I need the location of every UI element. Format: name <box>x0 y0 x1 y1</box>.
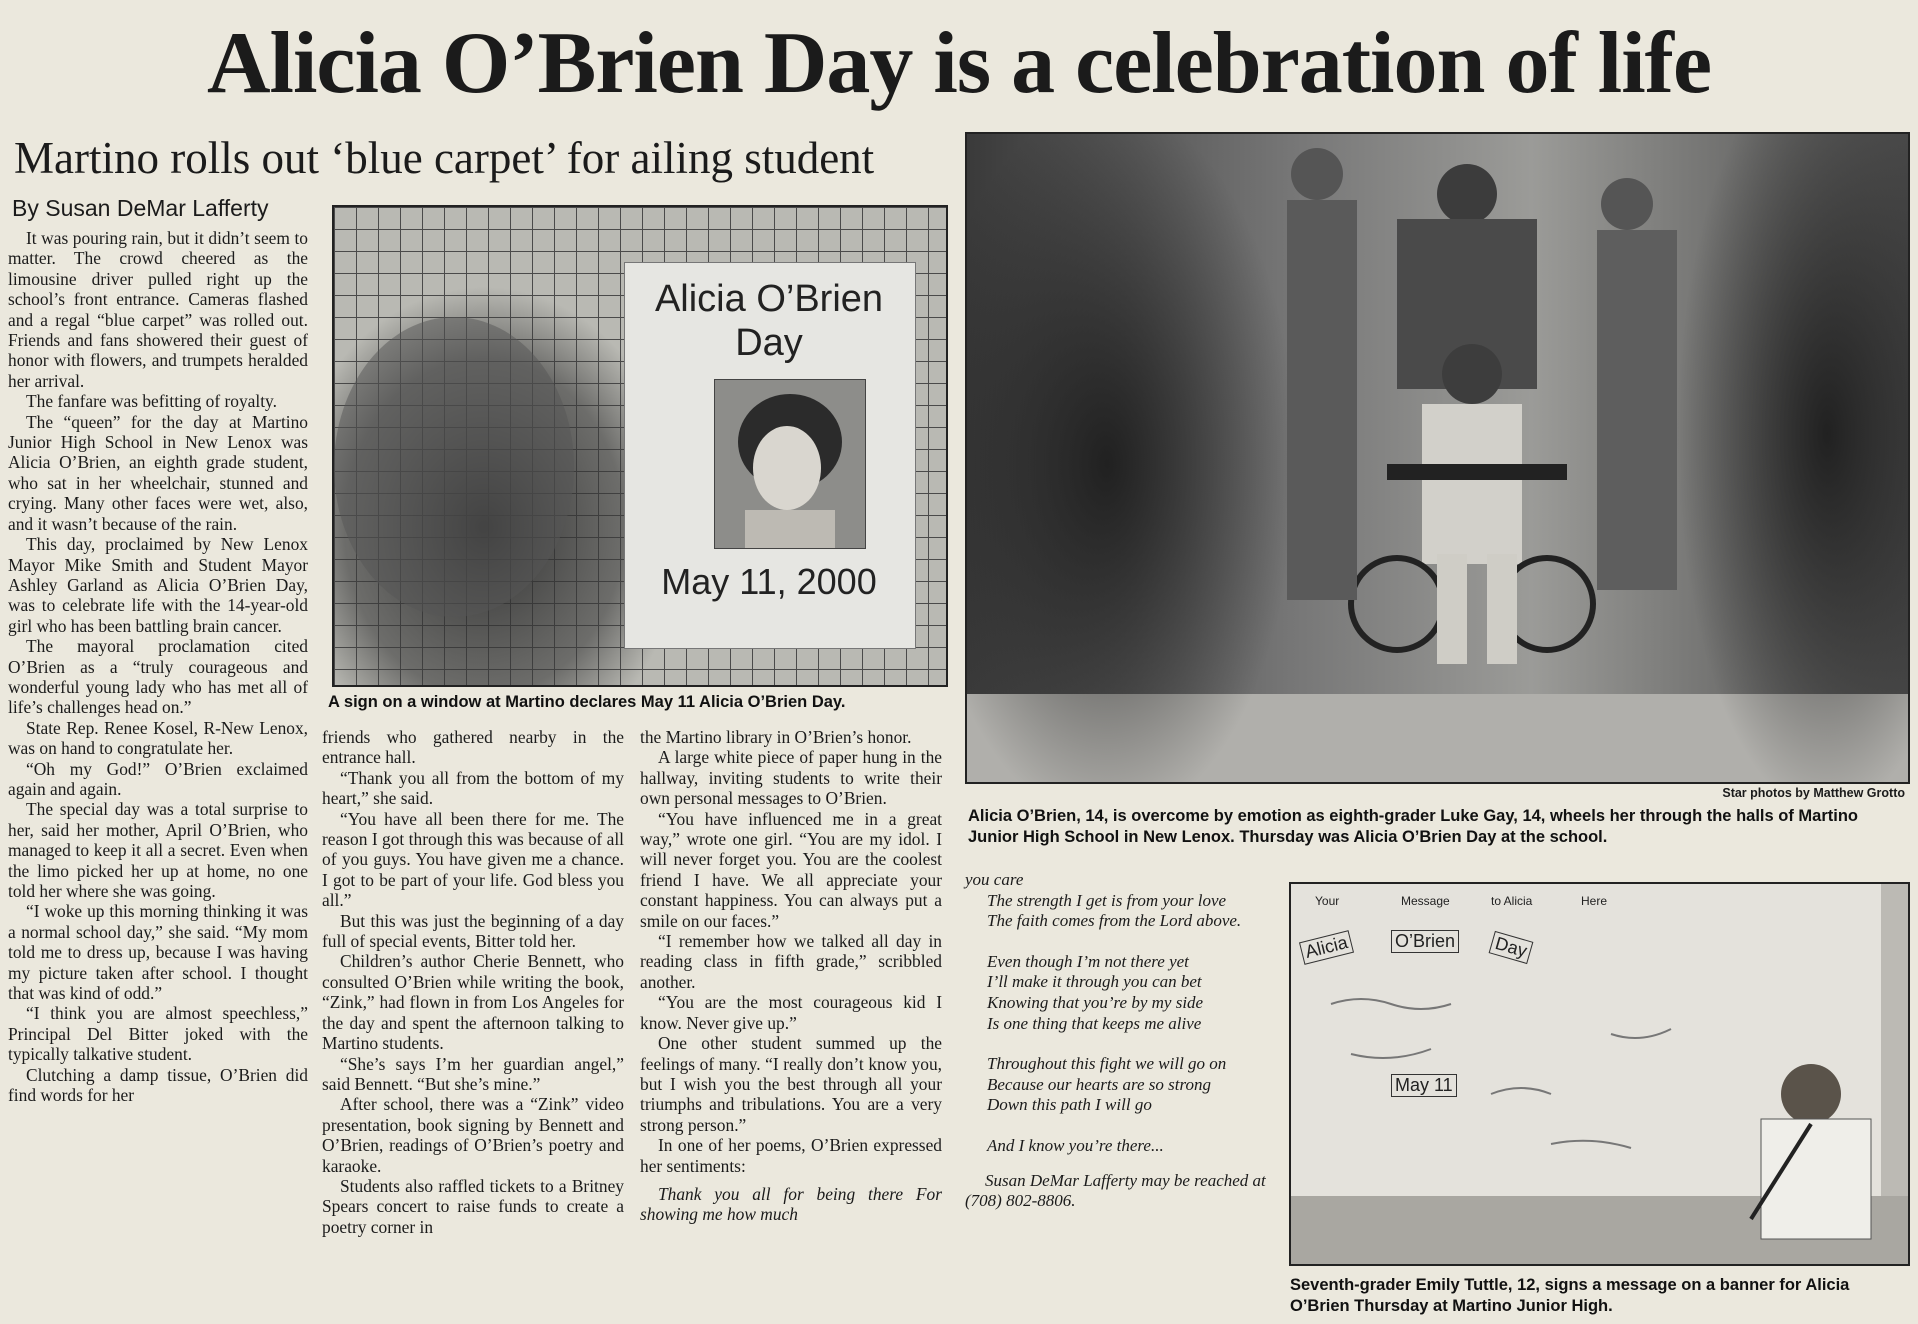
banner-word: Message <box>1401 894 1450 908</box>
paragraph: “I remember how we talked all day in reading class in fifth grade,” scribbled another. <box>640 931 942 992</box>
paragraph: “She’s says I’m her guardian angel,” said Bennett. “But she’s mine.” <box>322 1053 624 1094</box>
sign-title-line1: Alicia O’Brien <box>654 278 884 320</box>
main-photo-caption: Alicia O’Brien, 14, is overcome by emotion as eighth-grader Luke Gay, 14, wheels her through the halls of Martino Junior High School in New Lenox. Thursday was Alicia O’Brien Day at the school. <box>968 807 1858 846</box>
paragraph: “Thank you all from the bottom of my heart,” she said. <box>322 767 624 809</box>
paragraph: “You are the most courageous kid I know. Never give up.” <box>640 992 942 1033</box>
poem-line: Knowing that you’re by my side <box>987 992 1204 1012</box>
subhead: Martino rolls out ‘blue carpet’ for ailing student <box>14 133 875 183</box>
poem-line: Because our hearts are so strong <box>987 1074 1211 1094</box>
banner-day: Day <box>1489 931 1534 964</box>
banner-photo-caption: Seventh-grader Emily Tuttle, 12, signs a message on a banner for Alicia O’Brien Thursday at Martino Junior High. <box>1290 1276 1850 1315</box>
paragraph: Students also raffled tickets to a Britney Spears concert to raise funds to create a poetry corner in <box>322 1175 624 1237</box>
paragraph: But this was just the beginning of a day full of special events, Bitter told her. <box>322 910 624 952</box>
main-photo <box>965 132 1910 784</box>
poem-line: Down this path I will go <box>987 1095 1152 1115</box>
paragraph: In one of her poems, O’Brien expressed her sentiments: <box>640 1135 942 1176</box>
banner-word: Here <box>1581 894 1608 908</box>
sign-photo <box>332 205 948 687</box>
banner-alicia: Alicia <box>1299 930 1354 965</box>
poem-line: Is one thing that keeps me alive <box>987 1013 1202 1033</box>
article-column-1 <box>8 228 308 1318</box>
sign-date: May 11, 2000 <box>661 561 877 602</box>
poem-stanza-break <box>965 932 1267 952</box>
paragraph: The mayoral proclamation cited O’Brien as a “truly courageous and wonderful young lady who has met all of life’s challenges head on.” <box>8 636 308 718</box>
paragraph: State Rep. Renee Kosel, R-New Lenox, was on hand to congratulate her. <box>8 717 308 759</box>
poem-line: The strength I get is from your love <box>987 890 1227 910</box>
paragraph: The “queen” for the day at Martino Junior High School in New Lenox was Alicia O’Brien, an eighth grade student, who sat in her wheelchair, stunned and crying. Many other faces were wet, also, and it wasn’t because of the rain. <box>8 411 308 534</box>
paragraph: The fanfare was befitting of royalty. <box>26 391 277 412</box>
paragraph: “Oh my God!” O’Brien exclaimed again and again. <box>8 758 308 799</box>
paragraph: Children’s author Cherie Bennett, who consulted O’Brien while writing the book, “Zink,” had flown in from Los Angeles for the day and spent the afternoon talking to Martino students. <box>322 951 624 1054</box>
portrait-figure <box>715 380 865 548</box>
paragraph: A large white piece of paper hung in the hallway, inviting students to write their own personal messages to O’Brien. <box>640 747 942 809</box>
poem-line: Throughout this fight we will go on <box>987 1054 1227 1074</box>
paragraph: “I think you are almost speechless,” Principal Del Bitter joked with the typically talkative student. <box>8 1003 308 1065</box>
headline: Alicia O’Brien Day is a celebration of life <box>206 15 1712 112</box>
paragraph: “I woke up this morning thinking it was a normal school day,” she said. “My mom told me to dress up, because I was having my picture taken after school. I thought that was kind of odd.” <box>8 901 308 1004</box>
paragraph: After school, there was a “Zink” video presentation, book signing by Bennett and O’Brien, readings of O’Brien’s poetry and karaoke. <box>322 1094 624 1176</box>
poem-line: Even though I’m not there yet <box>987 951 1189 971</box>
paragraph: This day, proclaimed by New Lenox Mayor Mike Smith and Student Mayor Ashley Garland as Alicia O’Brien Day, was to celebrate life with the 14-year-old girl who has been battling brain cancer. <box>8 534 308 636</box>
sign-title <box>624 277 914 365</box>
paragraph: “You have influenced me in a great way,” wrote one girl. “You are my idol. I will never forget you. You are the coolest friend I have. We all appreciate your constant happiness. You can always put a smile on our faces.” <box>640 808 942 931</box>
paragraph: It was pouring rain, but it didn’t seem to matter. The crowd cheered as the limousine driver pulled right up the school’s front entrance. Cameras flashed and a regal “blue carpet” was rolled out. Friends and fans showered their guest of honor with flowers, and trumpets heralded her arrival. <box>8 228 308 391</box>
poem <box>965 870 1267 1212</box>
sign-photo-caption: A sign on a window at Martino declares May 11 Alicia O’Brien Day. <box>328 693 846 711</box>
photo-credit: Star photos by Matthew Grotto <box>1722 786 1905 800</box>
poem-line: And I know you’re there... <box>987 1135 1164 1155</box>
article-column-3 <box>640 727 942 1317</box>
poem-opening: Thank you all for being there For showing me how much <box>640 1183 942 1225</box>
banner-may: May 11 <box>1391 1074 1457 1097</box>
paragraph: friends who gathered nearby in the entrance hall. <box>322 727 624 768</box>
portrait-photo <box>714 379 866 549</box>
poem-line: The faith comes from the Lord above. <box>987 911 1242 931</box>
paragraph: “You have all been there for me. The reason I got through this was because of all of you guys. You have given me a chance. I got to be part of your life. God bless you all.” <box>322 808 624 911</box>
poem-stanza-break <box>965 1116 1267 1136</box>
paragraph: Clutching a damp tissue, O’Brien did find words for her <box>8 1064 308 1106</box>
author-contact: Susan DeMar Lafferty may be reached at (708) 802-8806. <box>965 1170 1266 1211</box>
article-column-2 <box>322 727 624 1317</box>
poem-stanza-break <box>965 1034 1267 1054</box>
sign-title-line2: Day <box>735 322 803 364</box>
banner-word: to Alicia <box>1491 894 1533 908</box>
paragraph: One other student summed up the feelings of many. “I really don’t know you, but I wish you the best through all your triumphs and tribulations. You are a very strong person.” <box>640 1033 942 1135</box>
banner-word: Your <box>1315 894 1340 908</box>
banner-scene <box>1291 884 1908 1264</box>
byline: By Susan DeMar Lafferty <box>12 195 269 221</box>
paragraph: The special day was a total surprise to her, said her mother, April O’Brien, who managed to keep it all a secret. Even when the limo picked her up at home, no one told her where she was going. <box>8 799 308 901</box>
paragraph: the Martino library in O’Brien’s honor. <box>640 727 912 747</box>
poem-line: you care <box>965 870 1024 889</box>
banner-photo <box>1289 882 1910 1266</box>
poem-line: I’ll make it through you can bet <box>987 972 1202 992</box>
main-photo-scene <box>967 134 1908 782</box>
banner-obrien: O’Brien <box>1391 930 1459 953</box>
